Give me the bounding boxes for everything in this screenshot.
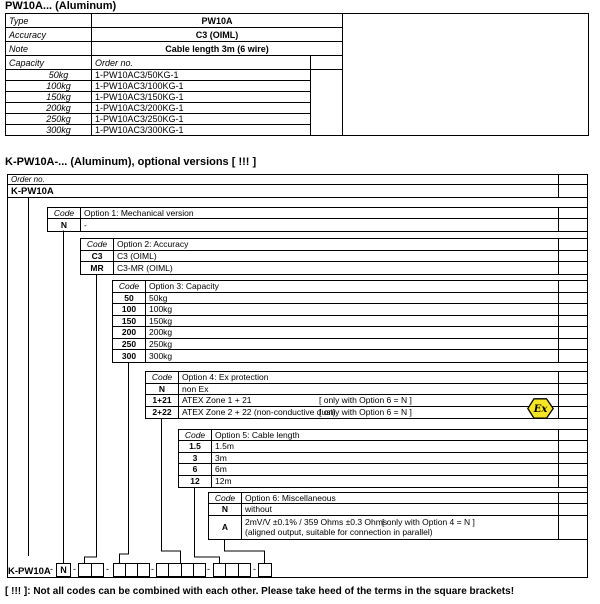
option-desc: 200kg — [149, 327, 173, 338]
spec-row-accuracy — [6, 28, 342, 42]
option-title: Option 3: Capacity — [149, 281, 219, 292]
capacity-body — [6, 70, 342, 135]
empty-cell — [558, 453, 587, 464]
base-model-row — [8, 185, 587, 198]
option-desc: C3-MR (OIML) — [117, 262, 173, 273]
option3-table — [112, 280, 588, 363]
option-desc: 12m — [215, 476, 232, 487]
code-box — [194, 564, 205, 576]
empty-cell — [558, 185, 587, 197]
code-header: Code — [146, 372, 179, 383]
option-desc-line1 — [242, 517, 558, 528]
empty-cell — [558, 262, 587, 274]
code-value: 100 — [113, 304, 146, 315]
empty-box — [342, 13, 589, 136]
option-row — [81, 262, 587, 274]
code-box — [239, 564, 250, 576]
option-desc: 50kg — [149, 292, 168, 303]
separator: - — [253, 564, 256, 574]
option-row — [146, 395, 587, 407]
pw10a-table — [5, 13, 343, 136]
spec-label: Type — [6, 14, 92, 27]
option-desc-text: ATEX Zone 2 + 22 (non-conductive dust) — [182, 407, 336, 418]
code-box — [79, 564, 92, 576]
code-box-option3 — [113, 563, 150, 577]
code-box — [182, 564, 194, 576]
empty-cell — [558, 327, 587, 338]
order-no-label: Order no. — [11, 175, 45, 184]
code-value: 2+22 — [146, 407, 179, 419]
empty-cell — [558, 208, 587, 219]
spec-label: Note — [6, 42, 92, 55]
separator: - — [73, 564, 76, 574]
empty-cell — [558, 350, 587, 362]
option-header-row — [146, 372, 587, 384]
empty-cell — [558, 281, 587, 292]
option-row — [179, 476, 587, 488]
empty-cell — [558, 293, 587, 304]
option-row — [113, 316, 587, 328]
code-header: Code — [113, 281, 146, 292]
empty-cell — [558, 407, 587, 419]
empty-cell — [558, 339, 587, 350]
empty-cell — [558, 316, 587, 327]
empty-cell — [558, 476, 587, 488]
separator: - — [207, 564, 210, 574]
code-box — [157, 564, 169, 576]
option-row — [179, 464, 587, 476]
code-box-option4 — [156, 563, 206, 577]
code-header: Code — [81, 239, 114, 250]
option-constraint-note: [ only with Option 6 = N ] — [319, 395, 412, 406]
capacity-cell: 150kg — [6, 92, 91, 103]
option-desc — [242, 516, 558, 539]
spec-row-note — [6, 42, 342, 56]
code-box-option5 — [213, 563, 251, 577]
empty-cell — [558, 384, 587, 395]
order-no-cell: 1-PW10AC3/150KG-1 — [92, 92, 310, 103]
code-box — [214, 564, 226, 576]
option-row — [48, 219, 587, 231]
code-box — [114, 564, 126, 576]
empty-cell — [558, 219, 587, 231]
option5-table — [178, 429, 588, 489]
option-row — [113, 339, 587, 351]
option-row — [113, 304, 587, 316]
code-value: 6 — [179, 464, 212, 475]
option-desc: 150kg — [149, 315, 173, 326]
capacity-cell: 200kg — [6, 103, 91, 114]
option-row — [209, 516, 587, 539]
option6-table — [208, 492, 588, 540]
option-title: Option 6: Miscellaneous — [245, 492, 336, 503]
order-code-prefix: K-PW10A — [8, 566, 51, 577]
code-box — [259, 564, 271, 576]
code-value: N — [146, 384, 179, 395]
empty-cell — [558, 395, 587, 406]
code-box: N — [60, 565, 67, 575]
option-desc: 6m — [215, 464, 227, 475]
option-desc: without — [245, 504, 272, 515]
option-header-row — [48, 208, 587, 220]
code-value: N — [209, 504, 242, 515]
option-title: Option 4: Ex protection — [182, 372, 269, 383]
code-header: Code — [179, 430, 212, 441]
option-desc-line2: (aligned output, suitable for connection in parallel) — [245, 527, 433, 537]
section1-title: PW10A... (Aluminum) — [5, 0, 117, 12]
option-desc: 300kg — [149, 350, 173, 361]
code-value: A — [209, 516, 242, 539]
code-value: MR — [81, 262, 114, 274]
code-value: 300 — [113, 350, 146, 362]
option-title: Option 1: Mechanical version — [84, 207, 194, 218]
option4-table — [145, 371, 588, 419]
option-row — [113, 293, 587, 305]
empty-cell — [558, 239, 587, 250]
code-box — [169, 564, 181, 576]
option-desc — [179, 407, 558, 419]
empty-cell — [558, 516, 587, 539]
option-constraint-note: [ only with Option 6 = N ] — [319, 407, 412, 418]
option-header-row — [113, 281, 587, 293]
empty-cell — [558, 441, 587, 452]
order-no-row — [8, 175, 587, 185]
order-no-cell: 1-PW10AC3/300KG-1 — [95, 125, 184, 135]
separator: - — [151, 564, 154, 574]
option-row — [179, 453, 587, 465]
code-value: 250 — [113, 339, 146, 350]
spec-value: C3 (OIML) — [195, 29, 239, 40]
code-value: 12 — [179, 476, 212, 488]
empty-cell — [558, 372, 587, 383]
option-title: Option 2: Accuracy — [117, 239, 189, 250]
empty-cell — [558, 175, 587, 184]
option2-table — [80, 238, 588, 275]
capacity-header-row — [6, 56, 342, 70]
empty-cell — [558, 430, 587, 441]
option-title: Option 5: Cable length — [215, 429, 300, 440]
code-box — [126, 564, 138, 576]
code-header: Code — [209, 493, 242, 504]
spec-label: Accuracy — [6, 28, 92, 41]
code-box-option2 — [78, 563, 104, 577]
order-no-column — [92, 70, 311, 135]
order-no-cell: 1-PW10AC3/250KG-1 — [92, 114, 310, 125]
option-desc: 100kg — [149, 304, 173, 315]
spec-value: PW10A — [201, 15, 233, 26]
code-value: C3 — [81, 251, 114, 262]
capacity-column — [6, 70, 92, 135]
option-row — [113, 327, 587, 339]
option-desc: - — [84, 219, 87, 230]
code-value: 3 — [179, 453, 212, 464]
code-box — [138, 564, 149, 576]
order-no-cell: 1-PW10AC3/50KG-1 — [92, 70, 310, 81]
footnote: [ !!! ]: Not all codes can be combined with each other. Please take heed of the terms in the square brackets! — [5, 586, 515, 597]
option-desc-text: ATEX Zone 1 + 21 — [182, 395, 252, 406]
option-header-row — [81, 239, 587, 251]
option-row — [209, 504, 587, 516]
ex-badge-label: Ex — [533, 403, 548, 415]
option-header-row — [179, 430, 587, 442]
empty-cell — [311, 70, 342, 135]
code-value: 1+21 — [146, 395, 179, 406]
separator: - — [106, 564, 109, 574]
base-model-label: K-PW10A — [11, 185, 54, 197]
capacity-header-label: Capacity — [6, 56, 92, 69]
option1-table — [47, 207, 588, 232]
option-desc: 250kg — [149, 338, 173, 349]
capacity-cell: 250kg — [6, 114, 91, 125]
code-value: N — [48, 219, 81, 231]
spec-row-type — [6, 14, 342, 28]
option-desc: 3m — [215, 452, 227, 463]
option-desc: C3 (OIML) — [117, 250, 157, 261]
option-row — [113, 350, 587, 362]
capacity-cell: 100kg — [6, 81, 91, 92]
spec-value: Cable length 3m (6 wire) — [165, 43, 269, 54]
code-box — [92, 564, 104, 576]
code-value: 1.5 — [179, 441, 212, 452]
empty-cell — [311, 56, 342, 69]
section2-title: K-PW10A-... (Aluminum), optional versions [ !!! ] — [5, 156, 257, 168]
option-row — [179, 441, 587, 453]
option-row — [146, 407, 587, 419]
code-box-option1 — [56, 563, 71, 577]
empty-cell — [558, 304, 587, 315]
empty-cell — [558, 504, 587, 515]
empty-cell — [558, 493, 587, 504]
code-value: 150 — [113, 316, 146, 327]
empty-cell — [558, 251, 587, 262]
option-desc: 1.5m — [215, 441, 234, 452]
option-row — [146, 384, 587, 396]
code-value: 200 — [113, 327, 146, 338]
option-row — [81, 251, 587, 263]
code-value: 50 — [113, 293, 146, 304]
option-header-row — [209, 493, 587, 505]
code-box — [226, 564, 238, 576]
order-no-cell: 1-PW10AC3/100KG-1 — [92, 81, 310, 92]
empty-cell — [558, 464, 587, 475]
capacity-cell: 300kg — [46, 125, 71, 135]
option-desc: non Ex — [182, 383, 209, 394]
order-no-header: Order no. — [92, 56, 311, 69]
capacity-cell: 50kg — [6, 70, 91, 81]
option-desc — [179, 395, 558, 406]
code-box-option6 — [258, 563, 272, 577]
separator: - — [50, 564, 53, 574]
code-header: Code — [48, 208, 81, 219]
option-constraint-note: [ only with Option 4 = N ] — [382, 516, 475, 527]
option-desc-text: 2mV/V ±0.1% / 359 Ohms ±0.3 Ohms — [245, 516, 388, 527]
atex-ex-icon — [527, 398, 554, 419]
order-no-cell: 1-PW10AC3/200KG-1 — [92, 103, 310, 114]
